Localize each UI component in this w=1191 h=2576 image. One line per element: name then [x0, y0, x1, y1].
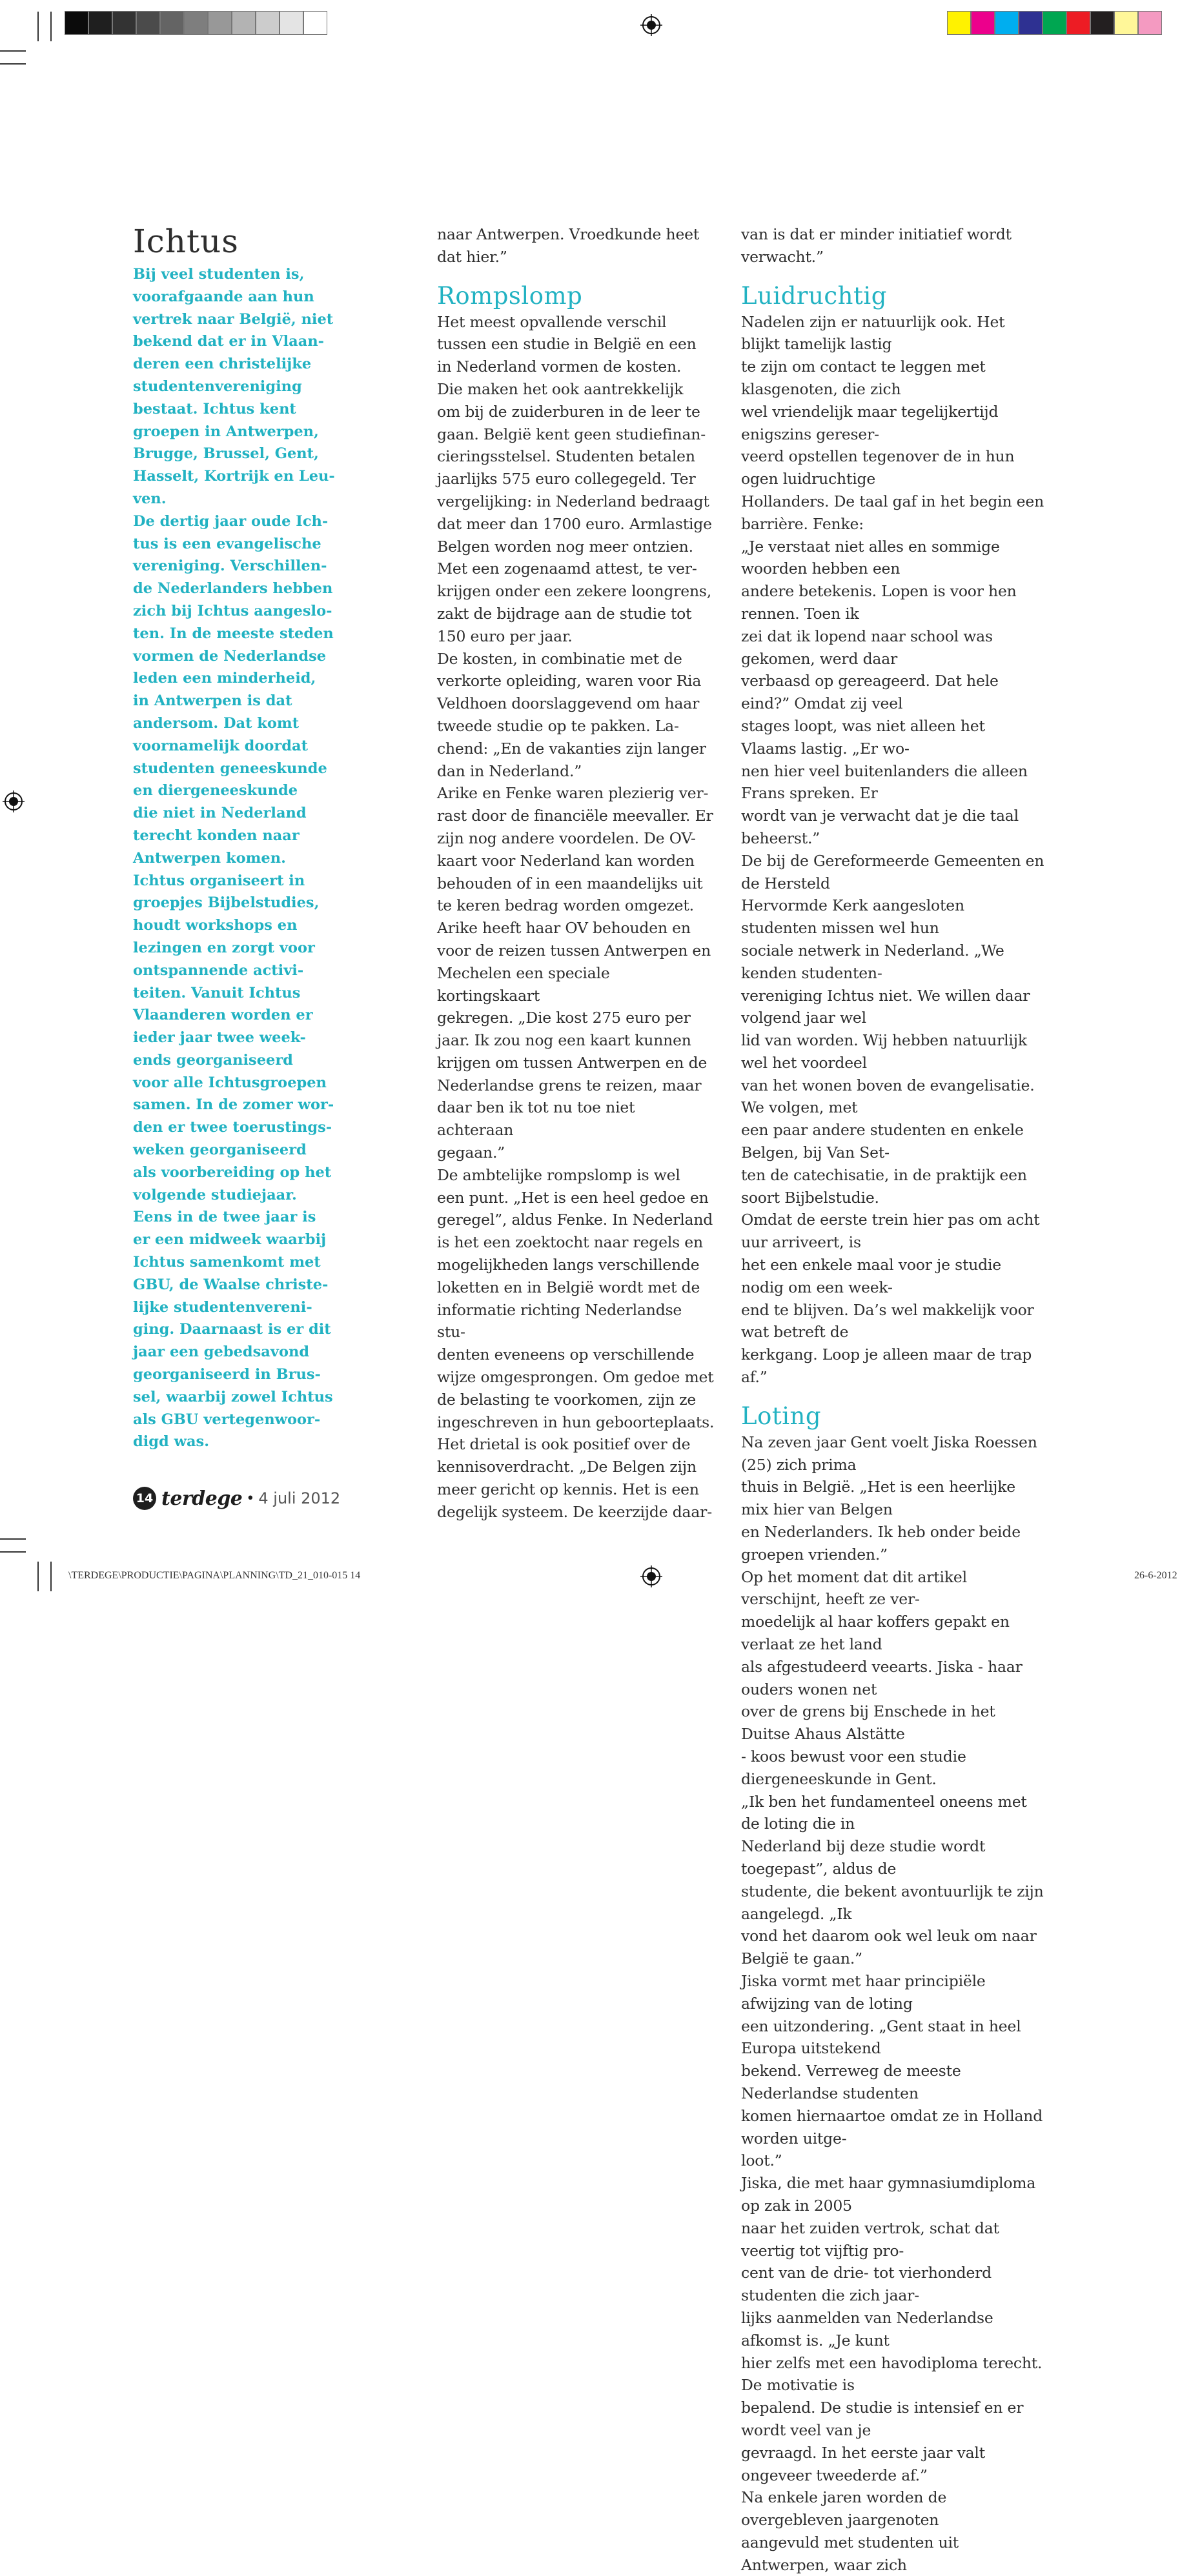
text-line: thuis in België. „Het is een heerlijke mix hier van Belgen — [741, 1478, 1015, 1519]
text-line: ieder jaar twee week- — [133, 1029, 306, 1047]
text-line: andersom. Dat komt — [133, 714, 300, 732]
text-line: tweede studie op te pakken. La- — [437, 716, 679, 735]
text-line: groepen in Antwerpen, — [133, 423, 319, 440]
text-line: tus is een evangelische — [133, 535, 321, 552]
text-line: om bij de zuiderburen in de leer te — [437, 402, 700, 421]
crop-mark — [37, 1562, 39, 1591]
text-line: leden een minderheid, — [133, 670, 316, 687]
text-line: lijke studentenvereni- — [133, 1298, 312, 1316]
registration-mark-left-icon — [3, 790, 25, 812]
color-swatch — [995, 11, 1019, 35]
gray-swatch — [136, 11, 160, 35]
text-line: nen hier veel buitenlanders die alleen Frans spreken. Er — [741, 761, 1028, 803]
text-line: als voorbereiding op het — [133, 1163, 332, 1181]
article-column-3 — [741, 223, 1044, 2576]
heading-loting: Loting — [741, 1402, 822, 1430]
text-line: digd was. — [133, 1433, 210, 1451]
gray-swatch — [65, 11, 88, 35]
text-line: en diergeneeskunde — [133, 782, 298, 800]
text-line: jaarlijks 575 euro collegegeld. Ter — [437, 470, 696, 488]
grayscale-calibration-bar — [65, 11, 327, 35]
text-line: Ichtus organiseert in — [133, 872, 305, 889]
text-line: lid van worden. Wij hebben natuurlijk wel het voordeel — [741, 1031, 1027, 1072]
text-line: kaart voor Nederland kan worden — [437, 851, 695, 870]
text-line: zakt de bijdrage aan de studie tot — [437, 604, 692, 623]
gray-swatch — [88, 11, 112, 35]
text-line: zei dat ik lopend naar school was gekomen, werd daar — [741, 627, 993, 668]
text-line: krijgen om tussen Antwerpen en de — [437, 1053, 707, 1072]
text-line: Nederlandse grens te reizen, maar — [437, 1076, 702, 1094]
text-line: Bij veel studenten is, — [133, 266, 305, 283]
column-2-text — [437, 311, 715, 1524]
color-swatch — [1066, 11, 1090, 35]
text-line: Arike heeft haar OV behouden en — [437, 919, 691, 938]
text-line: krijgen onder een zekere loongrens, — [437, 582, 712, 601]
text-line: lezingen en zorgt voor — [133, 939, 315, 956]
text-line: naar het zuiden vertrok, schat dat veertig tot vijftig pro- — [741, 2219, 999, 2260]
page-footer — [133, 1487, 340, 1510]
text-line: Brugge, Brussel, Gent, — [133, 445, 319, 463]
text-line: Met een zogenaamd attest, te ver- — [437, 559, 697, 578]
text-line: sociale netwerk in Nederland. „We kenden studenten- — [741, 941, 1004, 982]
magazine-logo: terdege — [161, 1487, 243, 1510]
text-line: informatie richting Nederlandse stu- — [437, 1300, 682, 1342]
text-line: meer gericht op kennis. Het is een — [437, 1480, 699, 1499]
text-line: ten. In de meeste steden — [133, 625, 334, 642]
text-line: voor alle Ichtusgroepen — [133, 1074, 327, 1091]
color-swatch — [971, 11, 995, 35]
gray-swatch — [160, 11, 184, 35]
gray-swatch — [256, 11, 280, 35]
sidebar-text — [133, 263, 340, 1453]
text-line: end te blijven. Da’s wel makkelijk voor wat betreft de — [741, 1300, 1034, 1342]
text-line: over de grens bij Enschede in het Duitse Ahaus Alstätte — [741, 1702, 995, 1744]
text-line: Die maken het ook aantrekkelijk — [437, 379, 684, 398]
text-line: loot.” — [741, 2151, 782, 2170]
text-line: voornamelijk doordat — [133, 737, 308, 754]
text-line: den er twee toerustings- — [133, 1119, 332, 1136]
text-line: een uitzondering. „Gent staat in heel Europa uitstekend — [741, 2017, 1021, 2058]
text-line: vertrek naar België, niet — [133, 310, 334, 328]
ichtus-sidebar — [133, 223, 340, 1453]
text-line: Nederland bij deze studie wordt toegepast”, aldus de — [741, 1837, 986, 1878]
text-line: bepalend. De studie is intensief en er wordt veel van je — [741, 2399, 1024, 2439]
column-3-text-1 — [741, 311, 1044, 1389]
page-number: 14 — [133, 1487, 156, 1510]
text-line: kerkgang. Loop je alleen maar de trap af.” — [741, 1345, 1032, 1387]
text-line: vond het daarom ook wel leuk om naar België te gaan.” — [741, 1927, 1037, 1968]
text-line: een paar andere studenten en enkele Belgen, bij Van Set- — [741, 1121, 1024, 1162]
crop-mark — [50, 12, 52, 41]
color-swatch — [1138, 11, 1162, 35]
text-line: vereniging. Verschillen- — [133, 558, 327, 575]
article-column-2 — [437, 223, 715, 1524]
text-line: Ichtus samenkomt met — [133, 1254, 321, 1271]
text-line: vereniging Ichtus niet. We willen daar volgend jaar wel — [741, 986, 1030, 1027]
sidebar-title: Ichtus — [133, 223, 239, 260]
text-line: ging. Daarnaast is er dit — [133, 1321, 331, 1338]
crop-mark — [0, 50, 26, 52]
text-line: deren een christelijke — [133, 356, 312, 373]
text-line: teiten. Vanuit Ichtus — [133, 984, 301, 1001]
text-line: loketten en in België wordt met de — [437, 1278, 700, 1296]
footer-bullet: • — [246, 1490, 255, 1507]
text-line: wijze omgesprongen. Om gedoe met — [437, 1368, 714, 1387]
text-line: wordt van je verwacht dat je die taal beheerst.” — [741, 807, 1019, 847]
text-line: is het een zoektocht naar regels en — [437, 1233, 703, 1252]
crop-mark — [50, 1562, 52, 1591]
text-line: behouden of in een maandelijks uit — [437, 874, 703, 892]
text-line: Jiska, die met haar gymnasiumdiploma op zak in 2005 — [741, 2174, 1036, 2215]
text-line: gaan. België kent geen studiefinan- — [437, 425, 706, 443]
text-line: bestaat. Ichtus kent — [133, 400, 296, 418]
text-line: studente, die bekent avontuurlijk te zijn aangelegd. „Ik — [741, 1882, 1044, 1923]
text-line: kennisoverdracht. „De Belgen zijn — [437, 1458, 697, 1476]
text-line: Het meest opvallende verschil — [437, 312, 667, 331]
issue-date: 4 juli 2012 — [258, 1489, 341, 1507]
gray-swatch — [184, 11, 208, 35]
text-line: mogelijkheden langs verschillende — [437, 1256, 700, 1274]
gray-swatch — [112, 11, 136, 35]
text-line: Het drietal is ook positief over de — [437, 1435, 691, 1454]
text-line: 150 euro per jaar. — [437, 627, 573, 645]
text-line: dat meer dan 1700 euro. Armlastige — [437, 514, 712, 533]
text-line: als afgestudeerd veearts. Jiska - haar ouders wonen net — [741, 1657, 1023, 1698]
text-line: veerd opstellen tegenover de in hun ogen luidruchtige — [741, 447, 1015, 488]
text-line: het een enkele maal voor je studie nodig om een week- — [741, 1256, 1001, 1296]
text-line: - koos bewust voor een studie diergeneeskunde in Gent. — [741, 1747, 966, 1788]
text-line: Na zeven jaar Gent voelt Jiska Roessen (25) zich prima — [741, 1433, 1037, 1474]
text-line: van is dat er minder initiatief wordt verwacht.” — [741, 225, 1012, 266]
gray-swatch — [208, 11, 232, 35]
color-swatch — [947, 11, 971, 35]
text-line: terecht konden naar — [133, 827, 300, 844]
text-line: komen hiernaartoe omdat ze in Holland worden uitge- — [741, 2106, 1043, 2148]
text-line: weken georganiseerd — [133, 1142, 307, 1159]
text-line: denten eveneens op verschillende — [437, 1345, 695, 1364]
text-line: bekend dat er in Vlaan- — [133, 333, 325, 350]
crop-mark — [0, 1551, 26, 1553]
text-line: ends georganiseerd — [133, 1051, 293, 1069]
text-line: jaar een gebedsavond — [133, 1343, 310, 1361]
text-line: De bij de Gereformeerde Gemeenten en de Hersteld — [741, 851, 1044, 892]
text-line: tussen een studie in België en een — [437, 335, 697, 354]
text-line: De kosten, in combinatie met de — [437, 649, 682, 668]
text-line: en Nederlanders. Ik heb onder beide groepen vrienden.” — [741, 1523, 1021, 1564]
registration-mark-top-icon — [640, 14, 662, 36]
crop-mark — [0, 1538, 26, 1540]
text-line: degelijk systeem. De keerzijde daar- — [437, 1502, 712, 1521]
text-line: van het wonen boven de evangelisatie. We volgen, met — [741, 1076, 1035, 1117]
text-line: De dertig jaar oude Ich- — [133, 512, 329, 530]
text-line: cent van de drie- tot vierhonderd studenten die zich jaar- — [741, 2264, 992, 2305]
text-line: aangevuld met studenten uit Antwerpen, waar zich — [741, 2533, 959, 2574]
text-line: naar Antwerpen. Vroedkunde heet — [437, 225, 700, 243]
text-line: moedelijk al haar koffers gepakt en verlaat ze het land — [741, 1613, 1010, 1654]
text-line: ingeschreven in hun geboorteplaats. — [437, 1413, 715, 1431]
text-line: hier zelfs met een havodiploma terecht. De motivatie is — [741, 2353, 1043, 2395]
color-swatch — [1019, 11, 1043, 35]
text-line: Mechelen een speciale kortingskaart — [437, 963, 610, 1005]
text-line: zijn nog andere voordelen. De OV- — [437, 829, 696, 847]
color-swatch — [1090, 11, 1114, 35]
text-line: gegaan.” — [437, 1143, 505, 1162]
slug-path: \TERDEGE\PRODUCTIE\PAGINA\PLANNING\TD_21_010-015 14 — [68, 1570, 361, 1581]
text-line: jaar. Ik zou nog een kaart kunnen — [437, 1031, 691, 1050]
text-line: zich bij Ichtus aangeslo- — [133, 602, 332, 619]
text-line: „Ik ben het fundamenteel oneens met de loting die in — [741, 1792, 1027, 1833]
text-line: gekregen. „Die kost 275 euro per — [437, 1009, 691, 1027]
text-line: vergelijking: in Nederland bedraagt — [437, 492, 709, 510]
text-line: wel vriendelijk maar tegelijkertijd enigszins gereser- — [741, 402, 999, 443]
text-line: Veldhoen doorslaggevend om haar — [437, 694, 700, 713]
text-line: als GBU vertegenwoor- — [133, 1411, 321, 1428]
text-line: georganiseerd in Brus- — [133, 1366, 321, 1384]
text-line: in Nederland vormen de kosten. — [437, 357, 682, 376]
column-3-intro — [741, 223, 1044, 268]
text-line: chend: „En de vakanties zijn langer — [437, 739, 706, 758]
column-2-intro — [437, 223, 715, 268]
text-line: samen. In de zomer wor- — [133, 1096, 334, 1114]
text-line: voor de reizen tussen Antwerpen en — [437, 941, 711, 960]
text-line: ven. — [133, 490, 167, 507]
text-line: verkorte opleiding, waren voor Ria — [437, 672, 702, 690]
text-line: gevraagd. In het eerste jaar valt ongeveer tweederde af.” — [741, 2443, 985, 2484]
text-line: die niet in Nederland — [133, 805, 307, 822]
text-line: „Je verstaat niet alles en sommige woorden hebben een — [741, 537, 1000, 578]
gray-swatch — [232, 11, 256, 35]
text-line: dat hier.” — [437, 247, 507, 266]
slug-date: 26-6-2012 — [1134, 1570, 1177, 1581]
text-line: te keren bedrag worden omgezet. — [437, 896, 694, 915]
heading-luidruchtig: Luidruchtig — [741, 281, 887, 310]
text-line: studenten geneeskunde — [133, 760, 327, 777]
text-line: Nadelen zijn er natuurlijk ook. Het blijkt tamelijk lastig — [741, 312, 1005, 354]
text-line: te zijn om contact te leggen met klasgenoten, die zich — [741, 357, 986, 398]
text-line: voorafgaande aan hun — [133, 288, 314, 305]
crop-mark — [37, 12, 39, 41]
text-line: volgende studiejaar. — [133, 1186, 297, 1203]
text-line: Hollanders. De taal gaf in het begin een barrière. Fenke: — [741, 492, 1044, 533]
column-3-text-2 — [741, 1431, 1044, 2576]
registration-mark-bottom-icon — [640, 1565, 662, 1587]
text-line: De ambtelijke rompslomp is wel — [437, 1165, 680, 1184]
text-line: daar ben ik tot nu toe niet achteraan — [437, 1098, 635, 1140]
text-line: Jiska vormt met haar principiële afwijzing van de loting — [741, 1971, 986, 2013]
text-line: ten de catechisatie, in de praktijk een soort Bijbelstudie. — [741, 1165, 1027, 1207]
text-line: houdt workshops en — [133, 917, 298, 934]
text-line: Arike en Fenke waren plezierig ver- — [437, 784, 709, 803]
text-line: er een midweek waarbij — [133, 1231, 327, 1249]
text-line: de belasting te voorkomen, zijn ze — [437, 1390, 697, 1409]
color-swatch — [1114, 11, 1138, 35]
text-line: Hervormde Kerk aangesloten studenten missen wel hun — [741, 896, 964, 938]
text-line: Na enkele jaren worden de overgebleven jaargenoten — [741, 2488, 947, 2530]
text-line: stages loopt, was niet alleen het Vlaams lastig. „Er wo- — [741, 716, 985, 758]
text-line: dan in Nederland.” — [437, 761, 582, 780]
gray-swatch — [303, 11, 327, 35]
text-line: Vlaanderen worden er — [133, 1007, 313, 1024]
color-swatch — [1043, 11, 1066, 35]
text-line: lijks aanmelden van Nederlandse afkomst is. „Je kunt — [741, 2308, 993, 2350]
text-line: groepjes Bijbelstudies, — [133, 894, 320, 912]
text-line: Op het moment dat dit artikel verschijnt, heeft ze ver- — [741, 1567, 967, 1609]
text-line: cieringsstelsel. Studenten betalen — [437, 447, 695, 466]
text-line: de Nederlanders hebben — [133, 580, 333, 598]
text-line: in Antwerpen is dat — [133, 692, 292, 710]
text-line: GBU, de Waalse christe- — [133, 1276, 329, 1293]
text-line: geregel”, aldus Fenke. In Nederland — [437, 1211, 713, 1229]
text-line: Belgen worden nog meer ontzien. — [437, 537, 693, 556]
gray-swatch — [280, 11, 303, 35]
color-calibration-bar — [947, 11, 1162, 35]
text-line: bekend. Verreweg de meeste Nederlandse studenten — [741, 2062, 961, 2102]
heading-rompslomp: Rompslomp — [437, 281, 583, 310]
text-line: Eens in de twee jaar is — [133, 1209, 316, 1226]
text-line: een punt. „Het is een heel gedoe en — [437, 1188, 709, 1207]
text-line: andere betekenis. Lopen is voor hen rennen. Toen ik — [741, 582, 1017, 623]
text-line: verbaasd op gereageerd. Dat hele eind?” Omdat zij veel — [741, 672, 999, 713]
text-line: rast door de financiële meevaller. Er — [437, 807, 713, 825]
text-line: studentenvereniging — [133, 377, 302, 395]
text-line: Omdat de eerste trein hier pas om acht uur arriveert, is — [741, 1211, 1040, 1252]
text-line: ontspannende activi- — [133, 961, 304, 979]
text-line: Hasselt, Kortrijk en Leu- — [133, 468, 335, 485]
text-line: vormen de Nederlandse — [133, 647, 327, 665]
crop-mark — [0, 63, 26, 65]
text-line: Antwerpen komen. — [133, 849, 286, 867]
text-line: sel, waarbij zowel Ichtus — [133, 1388, 333, 1405]
